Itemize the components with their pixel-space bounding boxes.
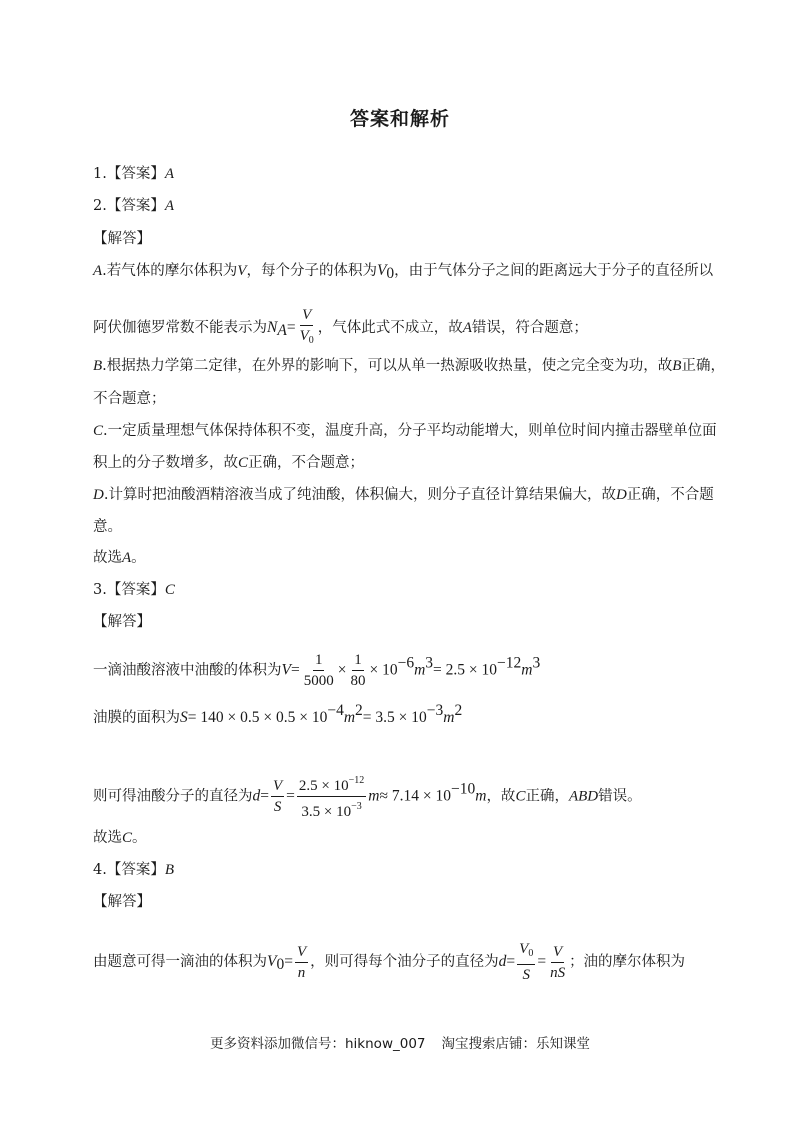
- q4-diameter-line: 由题意可得一滴油的体积为$V_0=$ $\frac{V}{n}$ ，则可得每个油分子的直径为d= $\frac{V_0}{S}$ = $\frac{V}{nS}$ ；油的摩尔体积为: [93, 941, 686, 983]
- q3-number: 3.: [93, 582, 107, 598]
- q3-answer-line: [93, 580, 175, 600]
- q1-answer-tag: 【答案】: [106, 166, 165, 182]
- q2-conclusion: 故选A。: [93, 550, 146, 566]
- page-footer: [0, 1032, 800, 1052]
- q2-option-b-line1: B.根据热力学第二定律，在外界的影响下，可以从单一热源吸收热量，使之完全变为功，故B正确，: [93, 358, 725, 374]
- q2-option-a-line2: 阿伏伽德罗常数不能表示为$N_A=$ $\frac{V}{V_0}$ ，气体此式不成立，故A错误，符合题意；: [93, 306, 588, 350]
- q1-answer-line: [93, 164, 174, 184]
- q3-diameter-line: 则可得油酸分子的直径为d= $\frac{V}{S}$ = $\frac{2.5 \times 10^{-12}}{3.5 \times 10^{-3}}$ $m\approx 7.14 \times 10^{-10}m$，故C正确，ABD错误。: [93, 772, 642, 821]
- q2-option-d-line2: 意。: [93, 519, 122, 535]
- q2-answer: A: [164, 198, 175, 214]
- q3-conclusion: 故选C。: [93, 830, 147, 846]
- q3-fraction-1-80: $\frac{1}{80}$: [350, 652, 366, 689]
- q2-explain-tag: 【解答】: [93, 231, 151, 247]
- footer-wechat: 更多资料添加微信号：hiknow_007: [210, 1036, 426, 1052]
- page-title: 答案和解析: [349, 108, 450, 130]
- q2-number: 2.: [93, 198, 107, 214]
- q3-area-line: 油膜的面积为$S= 140 \times 0.5 \times 0.5 \times 10^{-4}m^2= 3.5 \times 10^{-3}m^2$: [93, 702, 463, 726]
- q2-answer-line: [93, 196, 174, 216]
- q4-fraction-v-over-ns: $\frac{V}{nS}$: [550, 943, 566, 981]
- q1-answer: A: [164, 166, 175, 182]
- q3-explain-tag: 【解答】: [93, 614, 151, 630]
- q3-fraction-values: $\frac{2.5 \times 10^{-12}}{3.5 \times 10^{-3}}$: [297, 772, 366, 821]
- q4-answer-line: [93, 860, 174, 880]
- q4-fraction-v-over-n: $\frac{V}{n}$: [296, 943, 307, 981]
- q4-fraction-v0-over-s: $\frac{V_0}{S}$: [519, 941, 534, 983]
- q3-answer-tag: 【答案】: [106, 582, 165, 598]
- q2-option-b-line2: 不合题意；: [93, 391, 166, 407]
- q4-number: 4.: [93, 862, 107, 878]
- q2-answer-tag: 【答案】: [106, 198, 165, 214]
- q2-option-c-line2: 积上的分子数增多，故C正确，不合题意；: [93, 455, 365, 471]
- q2-option-d-line1: D.计算时把油酸酒精溶液当成了纯油酸，体积偏大，则分子直径计算结果偏大，故D正确，不合题: [93, 487, 714, 503]
- q2-option-a-line1: A.若气体的摩尔体积为V，每个分子的体积为$V_0$，由于气体分子之间的距离远大于分子的直径所以: [93, 262, 714, 282]
- q4-answer-tag: 【答案】: [106, 862, 165, 878]
- q2-option-c-line1: C.一定质量理想气体保持体积不变，温度升高，分子平均动能增大，则单位时间内撞击器壁单位面: [93, 423, 717, 439]
- q3-answer: C: [164, 582, 175, 598]
- q3-volume-line: 一滴油酸溶液中油酸的体积为V= $\frac{1}{5000}$ × $\frac{1}{80}$ × $10^{-6}m^3= 2.5 \times 10^{-12}m^3$: [93, 652, 541, 689]
- q3-fraction-v-over-s: $\frac{V}{S}$: [273, 778, 283, 815]
- q1-number: 1.: [93, 166, 107, 182]
- q3-fraction-1-5000: $\frac{1}{5000}$: [303, 652, 334, 689]
- q4-explain-tag: 【解答】: [93, 894, 151, 910]
- q4-answer: B: [164, 862, 175, 878]
- footer-taobao: 淘宝搜索店铺：乐知课堂: [441, 1036, 590, 1052]
- q2-fraction-v-over-v0: $\frac{V}{V_0}$: [299, 307, 314, 346]
